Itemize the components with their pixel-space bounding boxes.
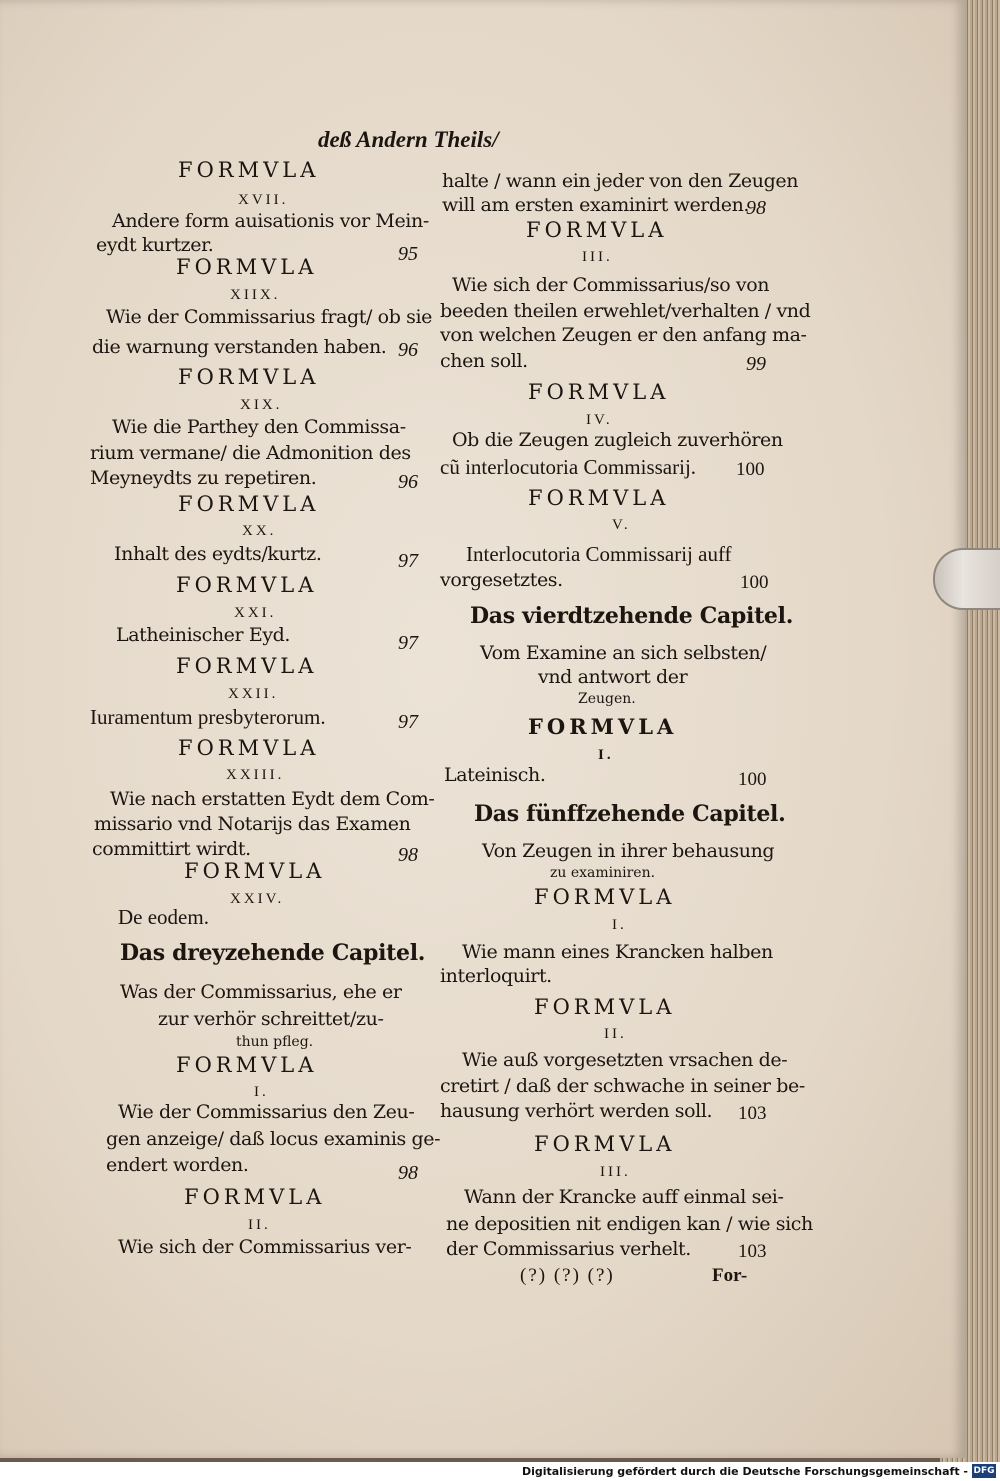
formula-number: XXIV. <box>230 891 285 907</box>
formula-heading: FORMVLA <box>184 1185 326 1209</box>
formula-heading: FORMVLA <box>534 885 676 909</box>
entry-line: chen soll. <box>440 350 528 372</box>
formula-heading: FORMVLA <box>178 365 320 389</box>
formula-heading: FORMVLA <box>176 654 318 678</box>
entry-line: der Commissarius verhelt. <box>446 1238 691 1260</box>
signature-mark: (?) (?) (?) <box>520 1265 615 1286</box>
entry-line: missario vnd Notarijs das Examen <box>94 813 411 835</box>
entry-line: cũ interlocutoria Commissarij. <box>440 455 697 479</box>
entry-line: De eodem. <box>118 905 209 929</box>
formula-heading: FORMVLA <box>534 995 676 1019</box>
formula-number: III. <box>582 249 613 265</box>
entry-line-small: Zeugen. <box>578 691 636 707</box>
entry-line: Andere form auisationis vor Mein- <box>112 210 429 232</box>
formula-number: III. <box>600 1164 631 1180</box>
entry-line: gen anzeige/ daß locus examinis ge- <box>106 1128 441 1150</box>
bookmark-clip <box>933 548 1000 610</box>
entry-line-small: thun pfleg. <box>236 1034 314 1050</box>
entry-line: eydt kurtzer. <box>96 234 214 256</box>
formula-heading: FORMVLA <box>178 158 320 182</box>
entry-line: Wie nach erstatten Eydt dem Com- <box>110 788 435 810</box>
formula-number: XVII. <box>238 192 289 208</box>
page-reference: 95 <box>398 243 418 265</box>
page-reference: 97 <box>398 711 418 733</box>
page-reference: 97 <box>398 550 418 572</box>
entry-line: beeden theilen erwehlet/verhalten / vnd <box>440 300 811 322</box>
formula-number: I. <box>598 747 614 763</box>
entry-line: von welchen Zeugen er den anfang ma- <box>440 324 807 346</box>
entry-line: die warnung verstanden haben. <box>92 336 387 358</box>
running-head: deß Andern Theils/ <box>318 127 499 152</box>
entry-line: hausung verhört werden soll. <box>440 1100 713 1122</box>
page-reference: 103 <box>738 1241 767 1262</box>
entry-line: Wie auß vorgesetzten vrsachen de- <box>462 1049 788 1071</box>
entry-line: zur verhör schreittet/zu- <box>158 1008 384 1030</box>
catchword: For- <box>712 1265 748 1286</box>
formula-number: XXIII. <box>226 767 285 783</box>
page-reference: 97 <box>398 632 418 654</box>
entry-line: will am ersten examinirt werden. <box>442 194 750 216</box>
formula-heading: FORMVLA <box>528 714 678 739</box>
formula-heading: FORMVLA <box>176 1053 318 1077</box>
formula-number: XX. <box>242 523 277 539</box>
page-reference: 103 <box>738 1103 767 1124</box>
page-reference: 96 <box>398 471 418 493</box>
formula-number: XXII. <box>228 686 279 702</box>
entry-line: Wie sich der Commissarius/so von <box>452 274 770 296</box>
formula-heading: FORMVLA <box>178 492 320 516</box>
chapter-heading: Das dreyzehende Capitel. <box>120 940 426 966</box>
formula-number: I. <box>254 1084 269 1100</box>
entry-line: Wann der Krancke auff einmal sei- <box>464 1186 784 1208</box>
entry-line: halte / wann ein jeder von den Zeugen <box>442 170 799 192</box>
entry-line: cretirt / daß der schwache in seiner be- <box>440 1075 805 1097</box>
chapter-heading: Das vierdtzehende Capitel. <box>470 603 794 629</box>
page-reference: 99 <box>746 353 766 375</box>
entry-line: vnd antwort der <box>538 666 688 688</box>
formula-number: XXI. <box>234 605 277 621</box>
formula-number: XIX. <box>240 397 283 413</box>
entry-line: ne depositien nit endigen kan / wie sich <box>446 1213 813 1235</box>
entry-line: Inhalt des eydts/kurtz. <box>114 543 322 565</box>
entry-line: Wie sich der Commissarius ver- <box>118 1236 412 1258</box>
entry-line: Was der Commissarius, ehe er <box>120 981 402 1003</box>
entry-line: Wie die Parthey den Commissa- <box>112 416 406 438</box>
formula-heading: FORMVLA <box>176 573 318 597</box>
entry-line: Interlocutoria Commissarij auff <box>466 542 732 566</box>
formula-heading: FORMVLA <box>528 380 670 404</box>
page-reference: 100 <box>738 769 767 790</box>
entry-line: Iuramentum presbyterorum. <box>90 705 326 729</box>
formula-number: II. <box>248 1217 271 1233</box>
formula-number: IV. <box>586 412 613 428</box>
formula-number: II. <box>604 1026 627 1042</box>
entry-line: Meyneydts zu repetiren. <box>90 467 317 489</box>
formula-number: V. <box>612 517 631 533</box>
entry-line: Vom Examine an sich selbsten/ <box>480 642 767 664</box>
page-reference: 98 <box>746 197 766 219</box>
entry-line: Wie mann eines Krancken halben <box>462 941 773 963</box>
formula-number: XIIX. <box>230 287 281 303</box>
digitization-footer <box>0 1462 1000 1481</box>
page-reference: 100 <box>736 459 765 480</box>
formula-heading: FORMVLA <box>526 218 668 242</box>
entry-line: rium vermane/ die Admonition des <box>90 442 411 464</box>
entry-line: Latheinischer Eyd. <box>116 624 291 646</box>
page-reference: 100 <box>740 572 769 593</box>
entry-line: Von Zeugen in ihrer behausung <box>482 840 775 862</box>
formula-heading: FORMVLA <box>528 486 670 510</box>
entry-line: committirt wirdt. <box>92 838 251 860</box>
entry-line: Wie der Commissarius den Zeu- <box>118 1101 415 1123</box>
entry-line: interloquirt. <box>440 965 552 987</box>
formula-number: I. <box>612 917 627 933</box>
funding-credit: Digitalisierung gefördert durch die Deutsche Forschungsgemeinschaft - <box>521 1465 968 1478</box>
entry-line: endert worden. <box>106 1154 249 1176</box>
page-reference: 98 <box>398 844 418 866</box>
page-reference: 96 <box>398 339 418 361</box>
entry-line-small: zu examiniren. <box>550 865 656 881</box>
formula-heading: FORMVLA <box>534 1132 676 1156</box>
entry-line: Wie der Commissarius fragt/ ob sie <box>106 306 432 328</box>
formula-heading: FORMVLA <box>178 736 320 760</box>
page-reference: 98 <box>398 1162 418 1184</box>
formula-heading: FORMVLA <box>176 255 318 279</box>
chapter-heading: Das fünffzehende Capitel. <box>474 801 786 827</box>
entry-line: Lateinisch. <box>444 764 546 786</box>
dfg-logo: DFG <box>973 1466 995 1476</box>
entry-line: Ob die Zeugen zugleich zuverhören <box>452 429 783 451</box>
formula-heading: FORMVLA <box>184 859 326 883</box>
entry-line: vorgesetztes. <box>440 569 563 591</box>
